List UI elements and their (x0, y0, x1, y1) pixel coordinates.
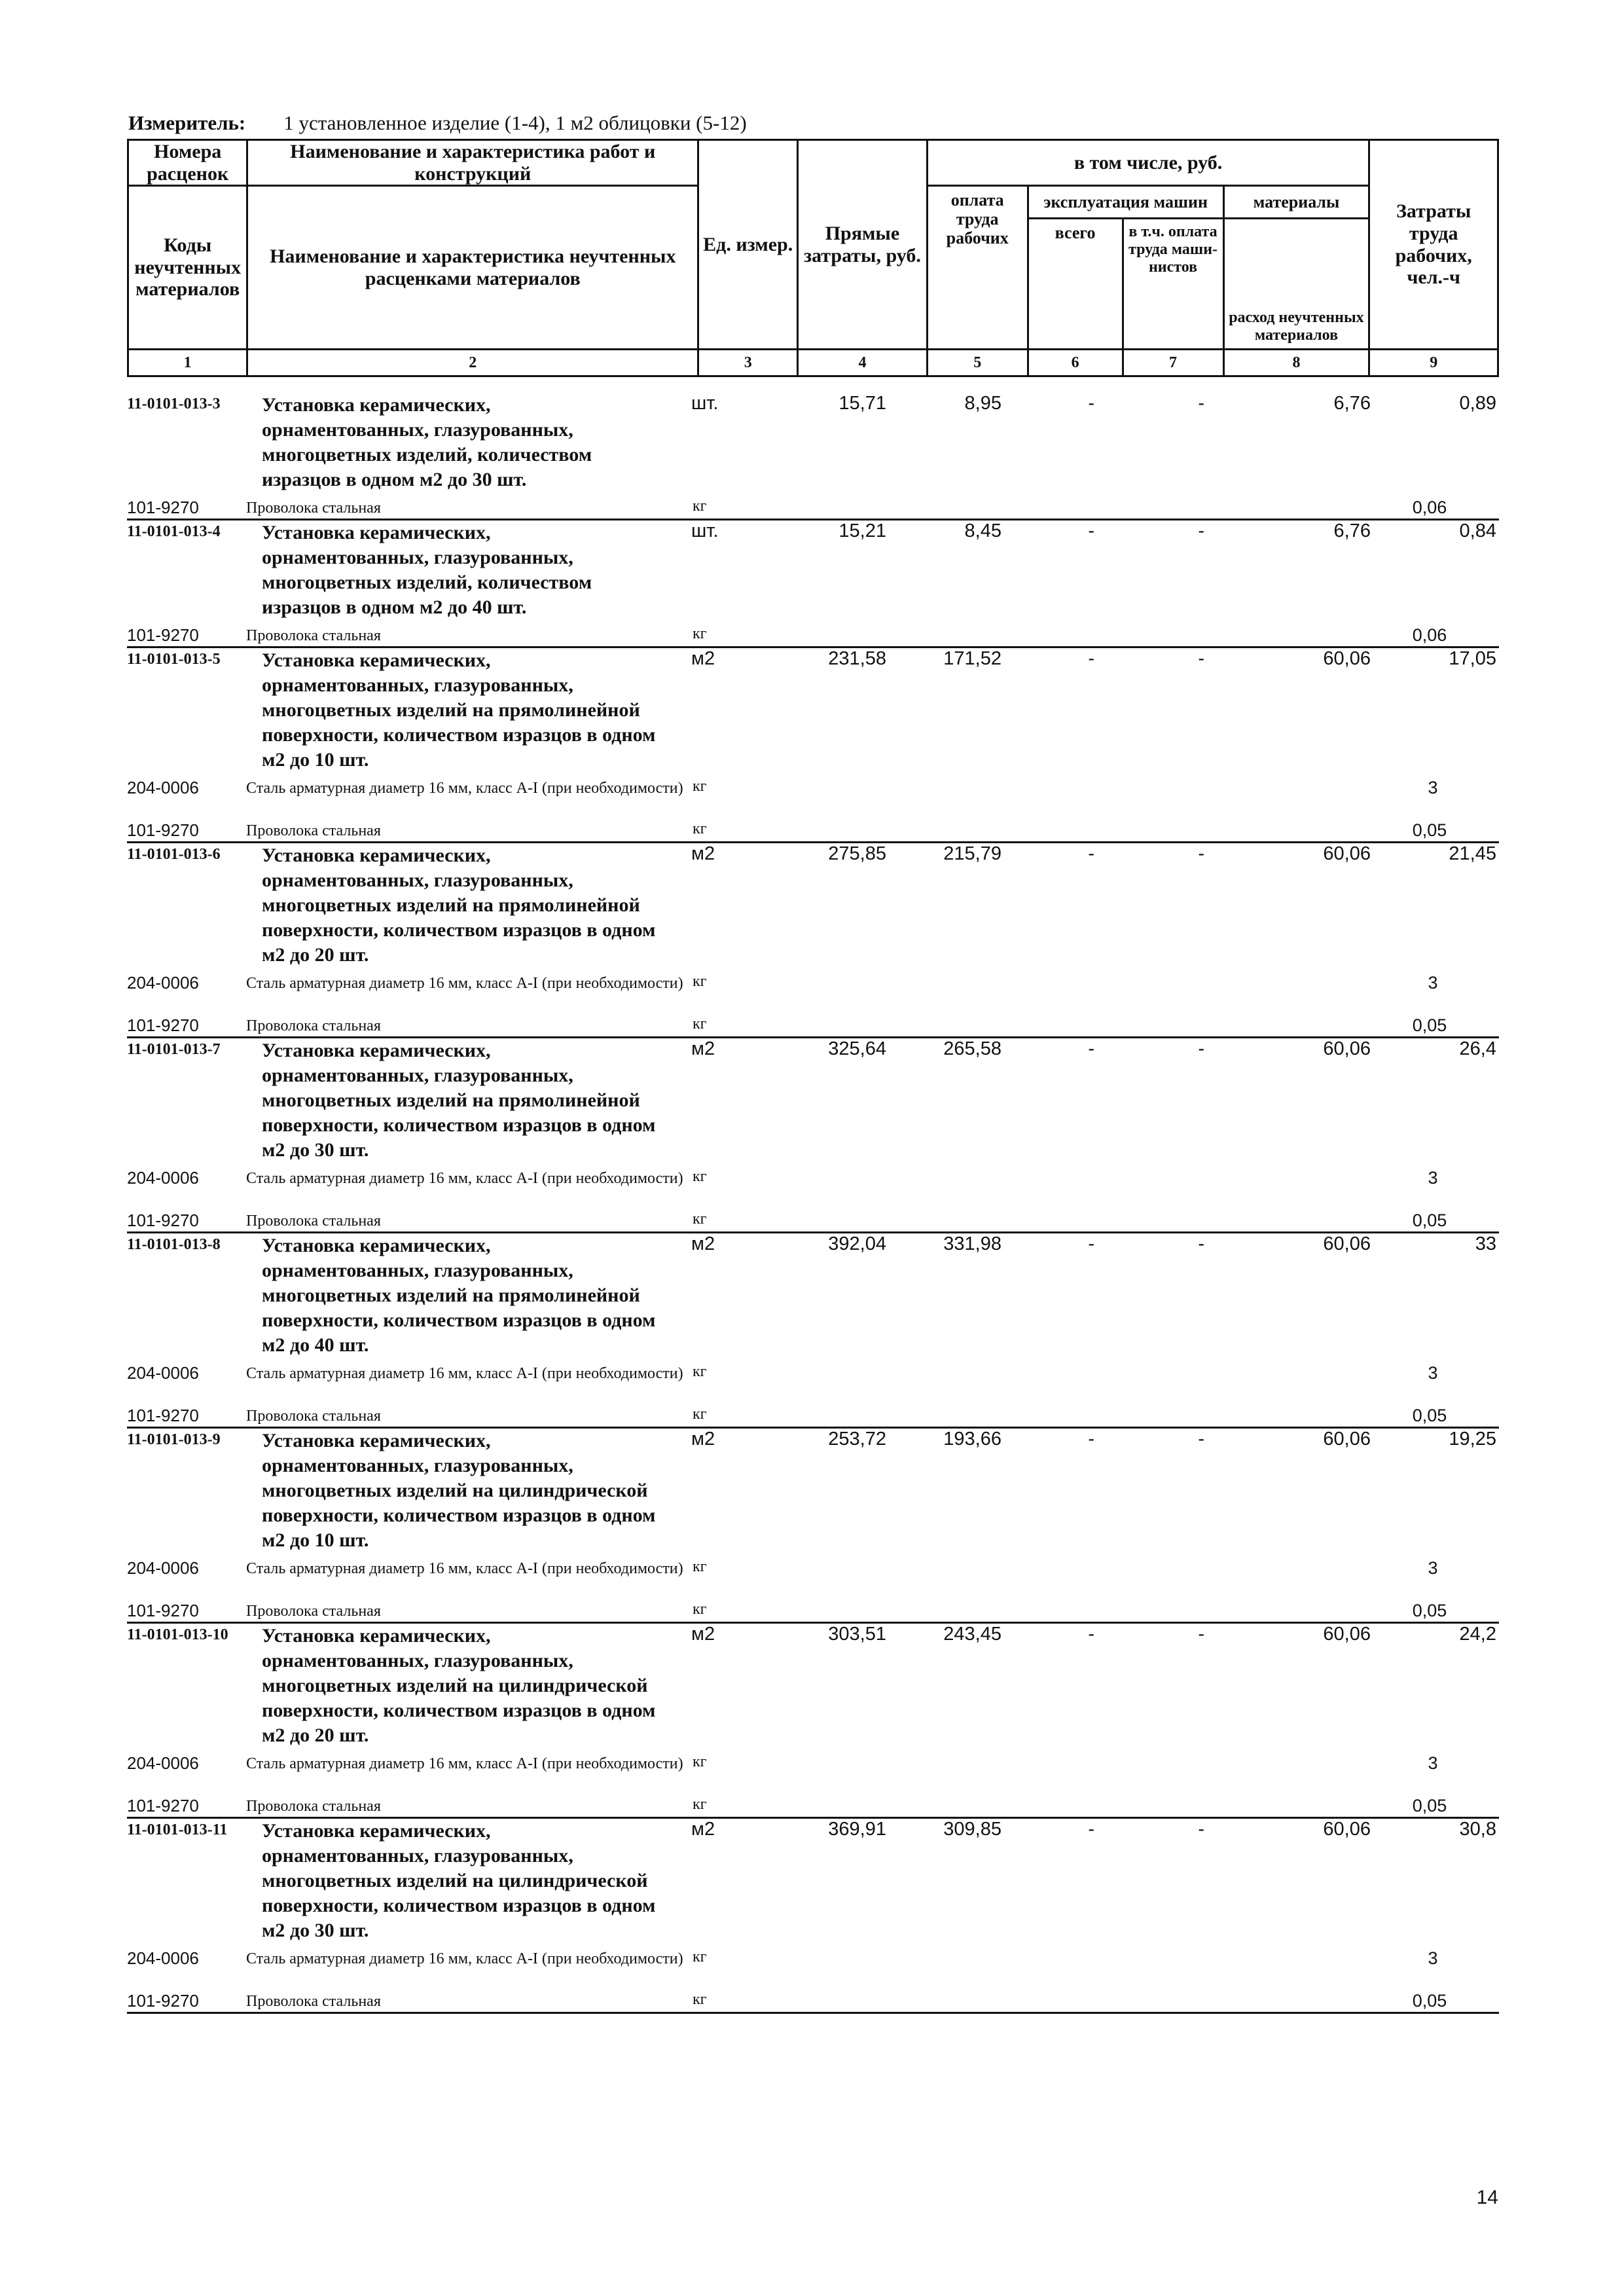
header-material-use: расход неучтенных материалов (1223, 219, 1369, 350)
rate-entry (127, 843, 1499, 1038)
material-rate: 0,05 (1412, 1015, 1447, 1035)
rate-name (262, 1624, 825, 1748)
rate-name-line: Установка керамических, (262, 522, 491, 543)
rate-unit: м2 (691, 1233, 715, 1254)
rate-machine-pay: - (1198, 520, 1204, 541)
rate-name-line: Установка керамических, (262, 1040, 491, 1061)
col-number: 3 (698, 350, 798, 376)
material-rate: 3 (1428, 1363, 1438, 1383)
material-code: 204-0006 (127, 973, 199, 993)
rate-direct-cost: 15,21 (839, 520, 886, 541)
material-code: 101-9270 (127, 1406, 199, 1425)
material-name: Проволока стальная (246, 500, 381, 517)
header-materials: материалы (1223, 186, 1369, 219)
rate-materials: 60,06 (1323, 1429, 1371, 1449)
rate-name (262, 843, 825, 968)
rate-labor-pay: 171,52 (943, 648, 1001, 669)
material-rate: 3 (1428, 778, 1438, 797)
rate-unit: м2 (691, 1429, 715, 1449)
rate-name-line: Установка керамических, (262, 1625, 491, 1647)
rate-materials: 6,76 (1333, 393, 1371, 414)
material-name: Проволока стальная (246, 1408, 381, 1425)
rate-name-line: м2 до 30 шт. (262, 1139, 369, 1161)
col-number: 2 (247, 350, 698, 376)
rate-name-line: орнаментованных, глазурованных, (262, 1065, 573, 1086)
material-row (127, 1558, 1499, 1601)
material-code: 204-0006 (127, 1168, 199, 1188)
rate-unit: м2 (691, 1038, 715, 1059)
material-name: Сталь арматурная диаметр 16 мм, класс А-I (при необходимости) (246, 780, 683, 797)
material-name: Сталь арматурная диаметр 16 мм, класс А-I (при необходимости) (246, 1755, 683, 1772)
material-rate: 0,05 (1412, 1991, 1447, 2011)
rate-name-line: Установка керамических, (262, 649, 491, 671)
rate-work-cost: 26,4 (1459, 1038, 1496, 1059)
rate-name-line: изразцов в одном м2 до 30 шт. (262, 469, 527, 490)
rate-main-row (127, 843, 1499, 973)
rate-unit: м2 (691, 843, 715, 864)
header-work-name: Наименование и характеристика работ и конструкций (247, 140, 698, 186)
col-number: 7 (1123, 350, 1223, 376)
rate-name-line: многоцветных изделий на прямолинейной (262, 699, 640, 721)
material-row (127, 778, 1499, 820)
rate-direct-cost: 369,91 (828, 1819, 886, 1840)
rate-name (262, 1233, 825, 1358)
material-rate: 0,05 (1412, 1601, 1447, 1620)
rate-labor-pay: 243,45 (943, 1624, 1001, 1645)
material-code: 204-0006 (127, 1363, 199, 1383)
header-labor-pay: оплата труда рабочих (927, 186, 1028, 350)
rate-direct-cost: 303,51 (828, 1624, 886, 1645)
rate-entry (127, 1624, 1499, 1819)
rate-machine-pay: - (1198, 843, 1204, 864)
material-unit: кг (693, 1991, 707, 2008)
material-row (127, 1796, 1499, 1817)
material-unit: кг (693, 1406, 707, 1423)
header-unit: Ед. измер. (698, 140, 798, 350)
rate-unit: м2 (691, 648, 715, 669)
meter-label: Измеритель: (128, 111, 246, 134)
material-code: 101-9270 (127, 820, 199, 840)
material-rate: 3 (1428, 1558, 1438, 1578)
rate-work-cost: 19,25 (1449, 1429, 1496, 1449)
material-unit: кг (693, 1363, 707, 1380)
rate-name-line: поверхности, количеством изразцов в одном (262, 1309, 656, 1331)
rate-machine-total: - (1088, 1038, 1094, 1059)
material-rate: 0,05 (1412, 1211, 1447, 1230)
material-row (127, 1363, 1499, 1406)
rate-name-line: многоцветных изделий на цилиндрической (262, 1480, 648, 1501)
rate-machine-total: - (1088, 1624, 1094, 1645)
rate-name-line: многоцветных изделий, количеством (262, 444, 592, 465)
rate-main-row (127, 1038, 1499, 1168)
rate-materials: 60,06 (1323, 1624, 1371, 1645)
material-name: Сталь арматурная диаметр 16 мм, класс А-I (при необходимости) (246, 1170, 683, 1187)
rate-code: 11-0101-013-5 (127, 651, 221, 668)
material-name: Проволока стальная (246, 822, 381, 839)
table-header (127, 139, 1499, 377)
material-row (127, 498, 1499, 519)
header-machine-total: всего (1028, 219, 1123, 350)
rate-machine-pay: - (1198, 1819, 1204, 1840)
rate-work-cost: 21,45 (1449, 843, 1496, 864)
rate-name-line: поверхности, количеством изразцов в одном (262, 1504, 656, 1526)
material-name: Сталь арматурная диаметр 16 мм, класс А-I (при необходимости) (246, 1560, 683, 1577)
material-rate: 0,05 (1412, 1796, 1447, 1815)
rate-machine-total: - (1088, 520, 1094, 541)
rate-name (262, 520, 825, 620)
rate-name-line: орнаментованных, глазурованных, (262, 1650, 573, 1671)
header-material-names: Наименование и характеристика неучтенных расценками материалов (247, 186, 698, 350)
material-name: Проволока стальная (246, 1017, 381, 1034)
rate-machine-pay: - (1198, 393, 1204, 414)
rate-machine-pay: - (1198, 1233, 1204, 1254)
rate-code: 11-0101-013-6 (127, 846, 221, 863)
rate-main-row (127, 648, 1499, 778)
rate-name-line: поверхности, количеством изразцов в одном (262, 1114, 656, 1136)
rate-name-line: поверхности, количеством изразцов в одном (262, 724, 656, 746)
material-rate: 3 (1428, 973, 1438, 993)
rate-work-cost: 17,05 (1449, 648, 1496, 669)
rate-materials: 60,06 (1323, 843, 1371, 864)
material-row (127, 1753, 1499, 1796)
rate-code: 11-0101-013-10 (127, 1626, 228, 1643)
rate-name (262, 1819, 825, 1943)
material-row (127, 625, 1499, 646)
rate-direct-cost: 275,85 (828, 843, 886, 864)
rate-name-line: м2 до 40 шт. (262, 1334, 369, 1356)
rate-machine-pay: - (1198, 1429, 1204, 1449)
material-name: Проволока стальная (246, 1798, 381, 1815)
rate-name (262, 1429, 825, 1553)
rate-unit: м2 (691, 1819, 715, 1840)
rate-name (262, 648, 825, 773)
rate-entry (127, 393, 1499, 520)
rate-direct-cost: 15,71 (839, 393, 886, 414)
rate-name (262, 1038, 825, 1163)
rate-unit: шт. (691, 520, 719, 541)
material-unit: кг (693, 1211, 707, 1228)
material-code: 101-9270 (127, 498, 199, 517)
material-row (127, 1211, 1499, 1231)
material-code: 204-0006 (127, 778, 199, 797)
rate-main-row (127, 1233, 1499, 1363)
rate-unit: шт. (691, 393, 719, 414)
column-numbers-row (128, 350, 1498, 376)
rate-materials: 60,06 (1323, 648, 1371, 669)
rate-name-line: Установка керамических, (262, 1430, 491, 1451)
material-unit: кг (693, 1948, 707, 1965)
material-code: 101-9270 (127, 1211, 199, 1230)
rate-work-cost: 33 (1475, 1233, 1496, 1254)
rate-name-line: орнаментованных, глазурованных, (262, 419, 573, 441)
rate-name-line: м2 до 30 шт. (262, 1920, 369, 1941)
material-unit: кг (693, 1753, 707, 1770)
material-unit: кг (693, 1558, 707, 1575)
material-unit: кг (693, 498, 707, 515)
rate-code: 11-0101-013-4 (127, 523, 221, 540)
material-rate: 3 (1428, 1168, 1438, 1188)
rate-name-line: многоцветных изделий на прямолинейной (262, 1285, 640, 1306)
page-number: 14 (1476, 2187, 1498, 2208)
material-name: Проволока стальная (246, 627, 381, 644)
material-code: 101-9270 (127, 625, 199, 645)
material-code: 101-9270 (127, 1015, 199, 1035)
rate-code: 11-0101-013-11 (127, 1821, 228, 1838)
header-rate-no: Номера расценок (128, 140, 247, 186)
rate-name-line: поверхности, количеством изразцов в одном (262, 1700, 656, 1721)
material-name: Проволока стальная (246, 1212, 381, 1230)
material-row (127, 1948, 1499, 1991)
rate-name-line: поверхности, количеством изразцов в одном (262, 919, 656, 941)
rate-direct-cost: 253,72 (828, 1429, 886, 1449)
rate-labor-pay: 8,45 (964, 520, 1001, 541)
material-name: Проволока стальная (246, 1603, 381, 1620)
rate-name-line: м2 до 10 шт. (262, 1529, 369, 1551)
material-code: 204-0006 (127, 1948, 199, 1968)
rate-direct-cost: 231,58 (828, 648, 886, 669)
rate-name-line: орнаментованных, глазурованных, (262, 869, 573, 891)
rate-name-line: многоцветных изделий на прямолинейной (262, 1089, 640, 1111)
header-machine-ops: эксплуатация машин (1028, 186, 1223, 219)
rate-direct-cost: 325,64 (828, 1038, 886, 1059)
header-including: в том числе, руб. (927, 140, 1369, 186)
rate-machine-total: - (1088, 1819, 1094, 1840)
rate-work-cost: 30,8 (1459, 1819, 1496, 1840)
rate-machine-total: - (1088, 393, 1094, 414)
header-work-cost: Затраты труда рабочих, чел.-ч (1369, 140, 1498, 350)
col-number: 5 (927, 350, 1028, 376)
material-unit: кг (693, 778, 707, 795)
material-name: Сталь арматурная диаметр 16 мм, класс А-I (при необходимости) (246, 975, 683, 992)
rate-materials: 6,76 (1333, 520, 1371, 541)
rate-code: 11-0101-013-8 (127, 1236, 221, 1253)
material-rate: 3 (1428, 1948, 1438, 1968)
material-rate: 0,05 (1412, 1406, 1447, 1425)
rate-name-line: Установка керамических, (262, 394, 491, 416)
rate-name-line: многоцветных изделий на цилиндрической (262, 1675, 648, 1696)
rate-main-row (127, 393, 1499, 498)
header-material-codes: Коды неучтенных материалов (128, 186, 247, 350)
rate-labor-pay: 8,95 (964, 393, 1001, 414)
rate-entry (127, 1819, 1499, 2014)
rate-name-line: многоцветных изделий, количеством (262, 572, 592, 593)
rate-main-row (127, 1429, 1499, 1558)
rate-entry (127, 520, 1499, 648)
material-unit: кг (693, 625, 707, 642)
material-row (127, 1168, 1499, 1211)
material-code: 204-0006 (127, 1753, 199, 1773)
material-unit: кг (693, 973, 707, 990)
rate-name-line: орнаментованных, глазурованных, (262, 1455, 573, 1476)
rate-materials: 60,06 (1323, 1038, 1371, 1059)
rate-machine-total: - (1088, 648, 1094, 669)
material-code: 204-0006 (127, 1558, 199, 1578)
rate-labor-pay: 331,98 (943, 1233, 1001, 1254)
rate-name-line: изразцов в одном м2 до 40 шт. (262, 596, 527, 618)
material-row (127, 1015, 1499, 1036)
material-code: 101-9270 (127, 1796, 199, 1815)
rate-name-line: орнаментованных, глазурованных, (262, 1845, 573, 1867)
rate-machine-pay: - (1198, 1038, 1204, 1059)
meter-value: 1 установленное изделие (1-4), 1 м2 облицовки (5-12) (283, 111, 747, 134)
rate-materials: 60,06 (1323, 1819, 1371, 1840)
rate-entry (127, 1429, 1499, 1624)
col-number: 1 (128, 350, 247, 376)
material-row (127, 820, 1499, 841)
rate-main-row (127, 1819, 1499, 1948)
rate-materials: 60,06 (1323, 1233, 1371, 1254)
rate-entry (127, 1233, 1499, 1429)
header-direct: Прямые затраты, руб. (798, 140, 928, 350)
rate-entry (127, 648, 1499, 843)
rate-main-row (127, 1624, 1499, 1753)
rate-main-row (127, 520, 1499, 625)
rate-name-line: м2 до 20 шт. (262, 944, 369, 966)
material-name: Проволока стальная (246, 1993, 381, 2010)
rate-name-line: м2 до 10 шт. (262, 749, 369, 771)
rate-work-cost: 0,84 (1459, 520, 1496, 541)
rate-name-line: орнаментованных, глазурованных, (262, 547, 573, 568)
rate-machine-pay: - (1198, 1624, 1204, 1645)
rate-code: 11-0101-013-3 (127, 395, 221, 412)
col-number: 9 (1369, 350, 1498, 376)
rate-labor-pay: 193,66 (943, 1429, 1001, 1449)
rate-labor-pay: 215,79 (943, 843, 1001, 864)
rate-work-cost: 0,89 (1459, 393, 1496, 414)
material-unit: кг (693, 1168, 707, 1185)
rate-code: 11-0101-013-7 (127, 1041, 221, 1058)
material-rate: 3 (1428, 1753, 1438, 1773)
rate-name (262, 393, 825, 492)
rate-unit: м2 (691, 1624, 715, 1645)
material-unit: кг (693, 1601, 707, 1618)
rate-name-line: Установка керамических, (262, 1235, 491, 1256)
rate-machine-total: - (1088, 1233, 1094, 1254)
material-rate: 0,06 (1412, 498, 1447, 517)
meter-line (128, 111, 747, 135)
material-code: 101-9270 (127, 1991, 199, 2011)
rate-machine-total: - (1088, 843, 1094, 864)
rate-name-line: орнаментованных, глазурованных, (262, 674, 573, 696)
material-name: Сталь арматурная диаметр 16 мм, класс А-I (при необходимости) (246, 1950, 683, 1967)
material-rate: 0,05 (1412, 820, 1447, 840)
col-number: 8 (1223, 350, 1369, 376)
rate-entry (127, 1038, 1499, 1233)
material-row (127, 1991, 1499, 2012)
rate-name-line: поверхности, количеством изразцов в одном (262, 1895, 656, 1916)
rate-machine-pay: - (1198, 648, 1204, 669)
material-name: Сталь арматурная диаметр 16 мм, класс А-I (при необходимости) (246, 1365, 683, 1382)
rate-name-line: многоцветных изделий на цилиндрической (262, 1870, 648, 1891)
rate-name-line: Установка керамических, (262, 1820, 491, 1842)
rate-labor-pay: 309,85 (943, 1819, 1001, 1840)
col-number: 6 (1028, 350, 1123, 376)
rate-direct-cost: 392,04 (828, 1233, 886, 1254)
rate-name-line: м2 до 20 шт. (262, 1724, 369, 1746)
header-machine-pay: в т.ч. оплата труда маши-нистов (1123, 219, 1223, 350)
material-row (127, 1406, 1499, 1427)
rate-machine-total: - (1088, 1429, 1094, 1449)
material-unit: кг (693, 1796, 707, 1813)
rate-name-line: Установка керамических, (262, 845, 491, 866)
material-row (127, 1601, 1499, 1622)
material-unit: кг (693, 1015, 707, 1032)
material-unit: кг (693, 820, 707, 837)
rate-labor-pay: 265,58 (943, 1038, 1001, 1059)
material-row (127, 973, 1499, 1015)
rate-work-cost: 24,2 (1459, 1624, 1496, 1645)
rate-name-line: многоцветных изделий на прямолинейной (262, 894, 640, 916)
rate-code: 11-0101-013-9 (127, 1431, 221, 1448)
rate-name-line: орнаментованных, глазурованных, (262, 1260, 573, 1281)
material-code: 101-9270 (127, 1601, 199, 1620)
material-rate: 0,06 (1412, 625, 1447, 645)
col-number: 4 (798, 350, 928, 376)
rates-list (127, 393, 1499, 2014)
